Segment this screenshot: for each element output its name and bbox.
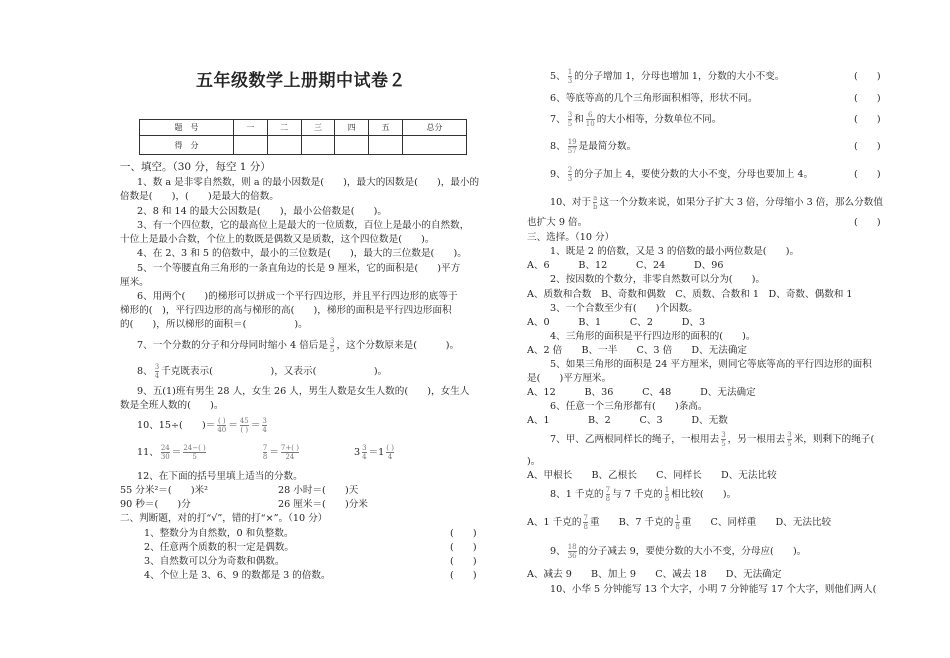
question-3-line2: 十位上是最小合数，个位上的数既是偶数又是质数，这个四位数是( )。 bbox=[120, 234, 435, 245]
answer-paren[interactable]: ( ) bbox=[450, 528, 477, 539]
choice-4: 4、三角形的面积是平行四边形的面积的( )。 bbox=[550, 331, 756, 342]
answer-paren[interactable]: ( ) bbox=[854, 141, 881, 152]
choice-7-end: )。 bbox=[527, 456, 541, 467]
choice-7-options: A、甲根长 B、乙根长 C、同样长 D、无法比较 bbox=[527, 470, 777, 481]
fraction: $\frac{3}{5}$ bbox=[721, 431, 726, 448]
fraction: $\frac{45}{( )}$ bbox=[239, 417, 249, 434]
section-heading-judge: 二、判断题，对的打“√”，错的打“×”。（10 分） bbox=[120, 513, 328, 524]
answer-paren[interactable]: ( ) bbox=[854, 217, 881, 228]
fraction: $\frac{3}{5}$ bbox=[567, 111, 573, 128]
judge-8: 8、 $\frac{19}{57}$ 是最简分数。 bbox=[550, 138, 637, 155]
question-12: 12、在下面的括号里填上适当的分数。 bbox=[137, 471, 303, 482]
judge-6: 6、等底等高的几个三角形面积相等，形状不同。 bbox=[550, 93, 758, 104]
score-row-label: 得 分 bbox=[140, 136, 234, 155]
question-5-line1: 5、一个等腰直角三角形的一条直角边的长是 9 厘米，它的面积是( )平方 bbox=[137, 263, 461, 274]
score-cell[interactable] bbox=[403, 136, 467, 155]
choice-5-line1: 5、如果三角形的面积是 24 平方厘米，则同它等底等高的平行四边形的面积 bbox=[550, 359, 872, 370]
judge-1: 1、整数分为自然数，0 和负整数。 bbox=[144, 528, 294, 539]
question-7-text: 7、一个分数的分子和分母同时缩小 4 倍后是 bbox=[137, 340, 328, 351]
score-header-cell: 总分 bbox=[403, 120, 467, 136]
fraction: $\frac{( )}{40}$ bbox=[217, 417, 227, 434]
choice-9: 9、 $\frac{18}{36}$ 的分子减去 9，要使分数的大小不变，分母应( )。 bbox=[550, 543, 807, 560]
fraction: $\frac{3}{4}$ bbox=[154, 363, 160, 380]
question-11: 11、 $\frac{24}{30}$ ＝ $\frac{24-( )}{5}$ $\frac{7}{8}$ ＝ $\frac{7+( )}{24}$ 3 $\frac{3}{4}$ ＝1 $\frac{( )}{4}$ bbox=[137, 444, 394, 461]
choice-2-options: A、质数和合数 B、奇数和偶数 C、质数、合数和 1 D、奇数、偶数和 1 bbox=[527, 289, 853, 300]
answer-paren[interactable]: ( ) bbox=[450, 570, 477, 581]
fraction: $\frac{1}{8}$ bbox=[675, 514, 680, 531]
choice-5-line2: 是( )平方厘米。 bbox=[527, 373, 612, 384]
section-heading-choice: 三、选择。（10 分） bbox=[527, 232, 615, 243]
score-header-cell: 四 bbox=[335, 120, 369, 136]
score-header-cell: 二 bbox=[267, 120, 301, 136]
choice-3-options: A、0 B、1 C、2 D、3 bbox=[527, 317, 706, 328]
question-7 bbox=[137, 337, 459, 354]
fraction: $\frac{18}{36}$ bbox=[567, 543, 577, 560]
fraction: $\frac{3}{4}$ bbox=[262, 417, 267, 434]
fraction: $\frac{7}{8}$ bbox=[262, 444, 268, 461]
fraction: $\frac{24-( )}{5}$ bbox=[183, 444, 206, 461]
score-header-cell: 三 bbox=[301, 120, 335, 136]
choice-10: 10、小华 5 分钟能写 13 个大字，小明 7 分钟能写 17 个大字，则他们两人( bbox=[550, 584, 877, 595]
fraction: $\frac{3}{5}$ bbox=[787, 431, 792, 448]
fraction: $\frac{a}{b}$ bbox=[593, 194, 598, 211]
score-cell[interactable] bbox=[267, 136, 301, 155]
score-header-cell: 五 bbox=[369, 120, 403, 136]
answer-paren[interactable]: ( ) bbox=[854, 114, 881, 125]
question-6-line3: 的( )，所以梯形的面积＝( )。 bbox=[120, 319, 308, 330]
score-header-cell: 题 号 bbox=[140, 120, 234, 136]
question-2: 2、8 和 14 的最大公因数是( )，最小公倍数是( )。 bbox=[137, 206, 388, 217]
fraction: $\frac{24}{30}$ bbox=[160, 444, 170, 461]
question-8: 8、 $\frac{3}{4}$ 千克既表示( )，又表示( )。 bbox=[137, 363, 388, 380]
choice-6-options: A、1 B、2 C、3 D、无数 bbox=[527, 415, 728, 426]
unit-conversion-2: 28 小时＝( )天 bbox=[278, 485, 359, 496]
judge-7: 7、 $\frac{3}{5}$ 和 $\frac{6}{10}$ 的大小相等，分数单位不同。 bbox=[550, 111, 722, 128]
judge-10-line1: 10、对于 $\frac{a}{b}$ 这一个分数来说，如果分子扩大 3 倍，分母缩小 3 倍，那么分数值 bbox=[550, 194, 883, 211]
judge-4: 4、个位上是 3、6、9 的数都是 3 的倍数。 bbox=[144, 570, 331, 581]
score-table bbox=[139, 119, 467, 155]
fraction: $\frac{1}{3}$ bbox=[567, 68, 573, 85]
choice-2: 2、按因数的个数分，非零自然数可以分为( )。 bbox=[550, 274, 766, 285]
score-cell[interactable] bbox=[369, 136, 403, 155]
unit-conversion-1: 55 分米²＝( )米² bbox=[120, 485, 208, 496]
question-9-line2: 数是全班人数的( )。 bbox=[120, 400, 224, 411]
choice-7: 7、甲、乙两根同样长的绳子，一根用去 $\frac{3}{5}$ ，另一根用去 $\frac{3}{5}$ 米，则剩下的绳子( bbox=[550, 431, 875, 448]
judge-3: 3、自然数可以分为奇数和偶数。 bbox=[144, 556, 285, 567]
answer-paren[interactable]: ( ) bbox=[854, 71, 881, 82]
question-4: 4、在 2、3 和 5 的倍数中，最小的三位数是( )，最大的三位数是( )。 bbox=[137, 248, 467, 259]
fraction: $\frac{2}{3}$ bbox=[567, 166, 573, 183]
answer-paren[interactable]: ( ) bbox=[854, 169, 881, 180]
choice-8: 8、1 千克的 $\frac{7}{8}$ 与 7 千克的 $\frac{1}{8}$ 相比较( )。 bbox=[550, 486, 737, 503]
question-5-line2: 厘米。 bbox=[120, 277, 149, 288]
choice-1-options: A、6 B、12 C、24 D、96 bbox=[527, 260, 724, 271]
question-1-line1: 1、数 a 是非零自然数，则 a 的最小因数是( )，最大的因数是( )，最小的 bbox=[137, 177, 480, 188]
answer-paren[interactable]: ( ) bbox=[450, 556, 477, 567]
choice-6: 6、任意一个三角形都有( )条高。 bbox=[550, 401, 708, 412]
question-1-line2: 倍数是( )，( )是最大的倍数。 bbox=[120, 191, 279, 202]
judge-9: 9、 $\frac{2}{3}$ 的分子加上 4，要使分数的大小不变，分母也要加上 4。 bbox=[550, 166, 814, 183]
fraction: $\frac{3}{5}$ bbox=[330, 337, 335, 354]
unit-conversion-4: 26 厘米＝( )分米 bbox=[278, 499, 368, 510]
score-cell[interactable] bbox=[233, 136, 267, 155]
choice-8-options: A、1 千克的 $\frac{7}{8}$ 重 B、7 千克的 $\frac{1}{8}$ 重 C、同样重 D、无法比较 bbox=[527, 514, 832, 531]
fraction: $\frac{6}{10}$ bbox=[585, 111, 595, 128]
score-cell[interactable] bbox=[335, 136, 369, 155]
question-10: 10、15÷( )＝ $\frac{( )}{40}$ ＝ $\frac{45}{( )}$ ＝ $\frac{3}{4}$ bbox=[137, 417, 267, 434]
choice-9-options: A、减去 9 B、加上 9 C、减去 18 D、无法确定 bbox=[527, 569, 782, 580]
question-9-line1: 9、五(1)班有男生 28 人，女生 26 人，男生人数是女生人数的( )，女生人 bbox=[137, 386, 470, 397]
fraction: $\frac{3}{4}$ bbox=[362, 444, 367, 461]
choice-4-options: A、2 倍 B、一半 C、3 倍 D、无法确定 bbox=[527, 345, 748, 356]
judge-10-line2: 也扩大 9 倍。 bbox=[527, 217, 588, 228]
question-6-line2: 梯形的( )，平行四边形的高与梯形的高( )，梯形的面积是平行四边形面积 bbox=[120, 305, 452, 316]
unit-conversion-3: 90 秒＝( )分 bbox=[120, 499, 191, 510]
fraction: $\frac{7}{8}$ bbox=[605, 486, 611, 503]
section-heading-fill: 一、填空。（30 分，每空 1 分） bbox=[120, 161, 271, 173]
question-3-line1: 3、有一个四位数，它的最高位上是最大的一位质数，百位上是最小的自然数， bbox=[137, 220, 470, 231]
fraction: $\frac{7}{8}$ bbox=[583, 514, 588, 531]
fraction: $\frac{1}{8}$ bbox=[664, 486, 670, 503]
score-cell[interactable] bbox=[301, 136, 335, 155]
fraction: $\frac{( )}{4}$ bbox=[386, 444, 394, 461]
fraction: $\frac{19}{57}$ bbox=[567, 138, 577, 155]
score-header-cell: 一 bbox=[233, 120, 267, 136]
judge-5: 5、 $\frac{1}{3}$ 的分子增加 1，分母也增加 1，分数的大小不变。 bbox=[550, 68, 785, 85]
choice-5-options: A、12 B、36 C、48 D、无法确定 bbox=[527, 387, 756, 398]
choice-3: 3、一个合数至少有( )个因数。 bbox=[550, 303, 698, 314]
answer-paren[interactable]: ( ) bbox=[450, 542, 477, 553]
question-6-line1: 6、用两个( )的梯形可以拼成一个平行四边形，并且平行四边形的底等于 bbox=[137, 291, 458, 302]
choice-1: 1、既是 2 的倍数，又是 3 的倍数的最小两位数是( )。 bbox=[550, 246, 800, 257]
answer-paren[interactable]: ( ) bbox=[854, 93, 881, 104]
question-7-text-end: ，这个分数原来是( )。 bbox=[336, 340, 460, 351]
fraction: $\frac{7+( )}{24}$ bbox=[280, 444, 299, 461]
page-title: 五年级数学上册期中试卷２ bbox=[196, 71, 406, 91]
judge-2: 2、任意两个质数的积一定是偶数。 bbox=[144, 542, 295, 553]
